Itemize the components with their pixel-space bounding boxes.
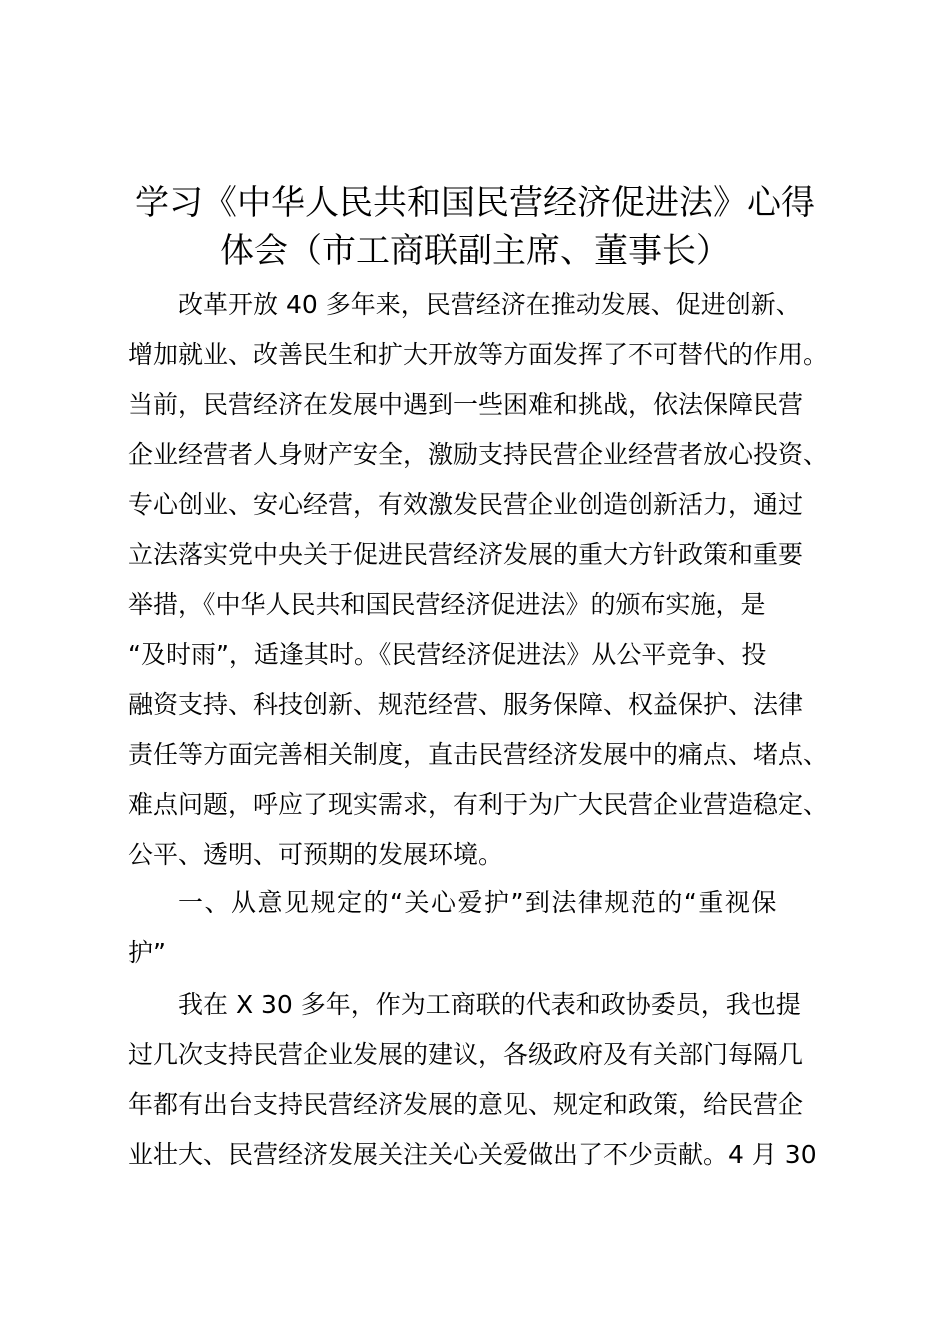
paragraph-line: 责任等方面完善相关制度，直击民营经济发展中的痛点、堵点、	[128, 740, 829, 769]
paragraph-line: 企业经营者人身财产安全，激励支持民营企业经营者放心投资、	[128, 440, 829, 469]
paragraph-line: 增加就业、改善民生和扩大开放等方面发挥了不可替代的作用。	[128, 340, 829, 369]
paragraph-line: 公平、透明、可预期的发展环境。	[128, 840, 504, 869]
paragraph-line: 年都有出台支持民营经济发展的意见、规定和政策，给民营企	[128, 1090, 804, 1119]
paragraph-line: 业壮大、民营经济发展关注关心关爱做出了不少贡献。4 月 30	[128, 1140, 817, 1169]
paragraph-line: “及时雨”，适逢其时。《民营经济促进法》从公平竞争、投	[128, 640, 767, 669]
section-heading-line: 护”	[128, 938, 166, 967]
paragraph-line: 举措，《中华人民共和国民营经济促进法》的颁布实施，是	[128, 590, 766, 619]
paragraph-line: 立法落实党中央关于促进民营经济发展的重大方针政策和重要	[128, 540, 804, 569]
paragraph-line: 改革开放 40 多年来，民营经济在推动发展、促进创新、	[178, 290, 801, 319]
paragraph-line: 融资支持、科技创新、规范经营、服务保障、权益保护、法律	[128, 690, 804, 719]
paragraph-line: 难点问题，呼应了现实需求，有利于为广大民营企业营造稳定、	[128, 790, 829, 819]
paragraph-line: 过几次支持民营企业发展的建议，各级政府及有关部门每隔几	[128, 1040, 804, 1069]
section-heading-line: 一、从意见规定的“关心爱护”到法律规范的“重视保	[178, 888, 778, 917]
document-title-line-2: 体会（市工商联副主席、董事长）	[220, 231, 730, 271]
paragraph-line: 专心创业、安心经营，有效激发民营企业创造创新活力，通过	[128, 490, 804, 519]
document-title-line-1: 学习《中华人民共和国民营经济促进法》心得	[135, 183, 815, 223]
paragraph-line: 我在 X 30 多年，作为工商联的代表和政协委员，我也提	[178, 990, 801, 1019]
paragraph-line: 当前，民营经济在发展中遇到一些困难和挑战，依法保障民营	[128, 390, 804, 419]
